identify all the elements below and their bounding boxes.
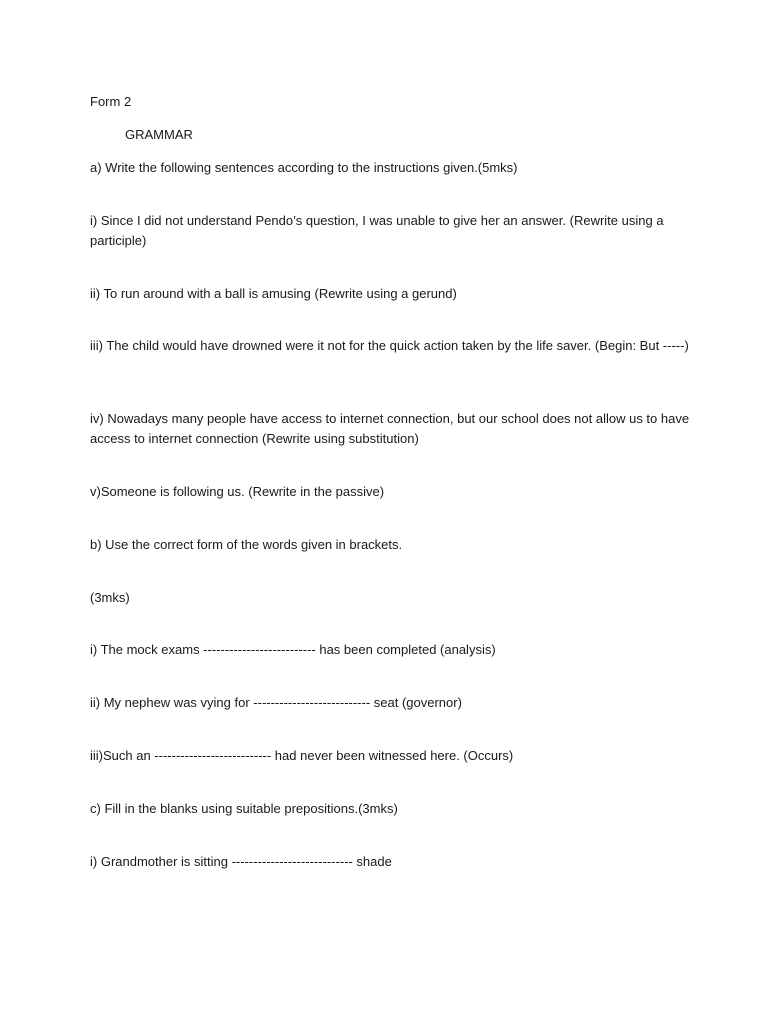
part-c-item-1: i) Grandmother is sitting ---------------------------- shade	[90, 854, 392, 869]
part-a-item-3: iii) The child would have drowned were it not for the quick action taken by the life saver. (Begin: But -----)	[90, 338, 689, 353]
part-c-instruction: c) Fill in the blanks using suitable prepositions.(3mks)	[90, 801, 398, 816]
part-a-item-4: iv) Nowadays many people have access to internet connection, but our school does not allow us to have access to internet connection (Rewrite using substitution)	[90, 411, 693, 446]
part-a-item-1: i) Since I did not understand Pendo’s question, I was unable to give her an answer. (Rewrite using a participle)	[90, 213, 668, 248]
part-b-item-2: ii) My nephew was vying for --------------------------- seat (governor)	[90, 695, 462, 710]
part-b-instruction: b) Use the correct form of the words given in brackets.	[90, 537, 403, 552]
form-label: Form 2	[90, 94, 132, 109]
part-b-marks: (3mks)	[90, 590, 130, 605]
part-a-item-5: v)Someone is following us. (Rewrite in the passive)	[90, 484, 385, 499]
part-b-item-1: i) The mock exams -------------------------- has been completed (analysis)	[90, 642, 496, 657]
part-b-item-3: iii)Such an --------------------------- had never been witnessed here. (Occurs)	[90, 748, 514, 763]
part-a-instruction: a) Write the following sentences according to the instructions given.(5mks)	[90, 160, 518, 175]
part-a-item-2: ii) To run around with a ball is amusing (Rewrite using a gerund)	[90, 286, 457, 301]
section-title: GRAMMAR	[125, 127, 193, 142]
